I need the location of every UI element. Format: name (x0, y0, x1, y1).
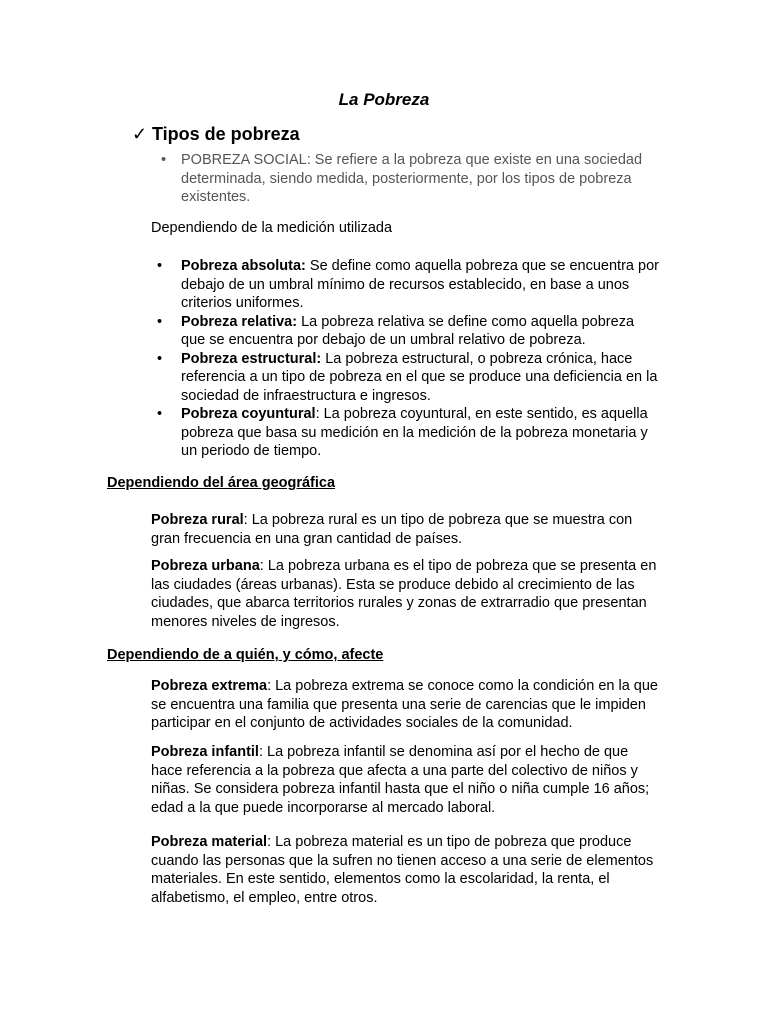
bullet-icon: • (157, 313, 163, 330)
paragraph-text: : La pobreza rural es un tipo de pobreza que se muestra con gran frecuencia en una gran cantidad de países. (151, 512, 633, 547)
paragraph-pobreza-extrema (151, 677, 661, 733)
bullet-icon: • (161, 152, 167, 168)
bullet-icon: • (157, 258, 163, 274)
bullet-icon: • (157, 350, 163, 367)
item-term: Pobreza relativa: (181, 313, 298, 330)
item-text: : La pobreza coyuntural, en este sentido, es aquella pobreza que basa su medición en la medición de la pobreza monetaria y un periodo de tiempo. (181, 406, 648, 459)
paragraph-pobreza-urbana (151, 557, 661, 631)
paragraph-text: : La pobreza infantil se denomina así por el hecho de que hace referencia a la pobreza que afecta a una parte del colectivo de niños y niñas. Se considera pobreza infantil hasta que el niño o niña cumple 16 años; edad a la que puede incorporarse al mercado laboral. (151, 744, 650, 816)
paragraph-pobreza-infantil (151, 743, 661, 817)
medicion-intro: Dependiendo de la medición utilizada (151, 220, 393, 236)
list-item (157, 257, 661, 313)
medicion-list (157, 257, 661, 461)
paragraph-text: : La pobreza material es un tipo de pobreza que produce cuando las personas que la sufren no tienen acceso a una serie de elementos materiales. En este sentido, elementos como la escolaridad, la renta, el alfabetismo, el empleo, entre otros. (151, 834, 654, 906)
item-term: Pobreza estructural: (181, 350, 322, 367)
bullet-pobreza-social (161, 151, 671, 207)
section-heading-tipos (132, 124, 300, 145)
paragraph-text: : La pobreza urbana es el tipo de pobreza que se presenta en las ciudades (áreas urbanas). Esta se produce debido al crecimiento de las ciudades, que abarca territorios rurales y zonas de extrarradio que presentan menores niveles de ingresos. (151, 558, 657, 630)
item-term: Pobreza absoluta: (181, 258, 306, 274)
checkmark-icon: ✓ (132, 124, 148, 144)
social-text: Se refiere a la pobreza que existe en una sociedad determinada, siendo medida, posteriormente, por los tipos de pobreza existentes. (181, 152, 643, 205)
item-term: Pobreza coyuntural (181, 406, 316, 422)
list-item (157, 313, 661, 350)
list-item (157, 405, 661, 461)
paragraph-term: Pobreza urbana (151, 558, 260, 574)
list-item (157, 350, 661, 406)
paragraph-pobreza-rural (151, 511, 661, 548)
item-text: La pobreza estructural, o pobreza crónica, hace referencia a un tipo de pobreza en el que se produce una deficiencia en la sociedad de infraestructura e ingresos. (181, 350, 658, 404)
heading-text: Tipos de pobreza (152, 124, 300, 144)
paragraph-term: Pobreza rural (151, 512, 244, 528)
paragraph-term: Pobreza infantil (151, 744, 259, 760)
section-heading-area-geografica: Dependiendo del área geográfica (107, 475, 336, 491)
paragraph-pobreza-material (151, 833, 661, 907)
item-text: La pobreza relativa se define como aquella pobreza que se encuentra por debajo de un umbral relativo de pobreza. (181, 313, 635, 348)
item-text: Se define como aquella pobreza que se encuentra por debajo de un umbral mínimo de recursos establecido, en base a unos criterios uniformes. (181, 258, 659, 311)
paragraph-term: Pobreza material (151, 834, 268, 850)
bullet-icon: • (157, 406, 163, 422)
document-title: La Pobreza (338, 90, 430, 109)
paragraph-text: : La pobreza extrema se conoce como la condición en la que se encuentra una familia que presenta una serie de carencias que le impiden participar en el conjunto de actividades sociales de la comunidad. (151, 678, 658, 731)
paragraph-term: Pobreza extrema (151, 678, 268, 694)
section-heading-a-quien: Dependiendo de a quién, y cómo, afecte (107, 647, 384, 663)
social-label: POBREZA SOCIAL: (181, 152, 311, 168)
